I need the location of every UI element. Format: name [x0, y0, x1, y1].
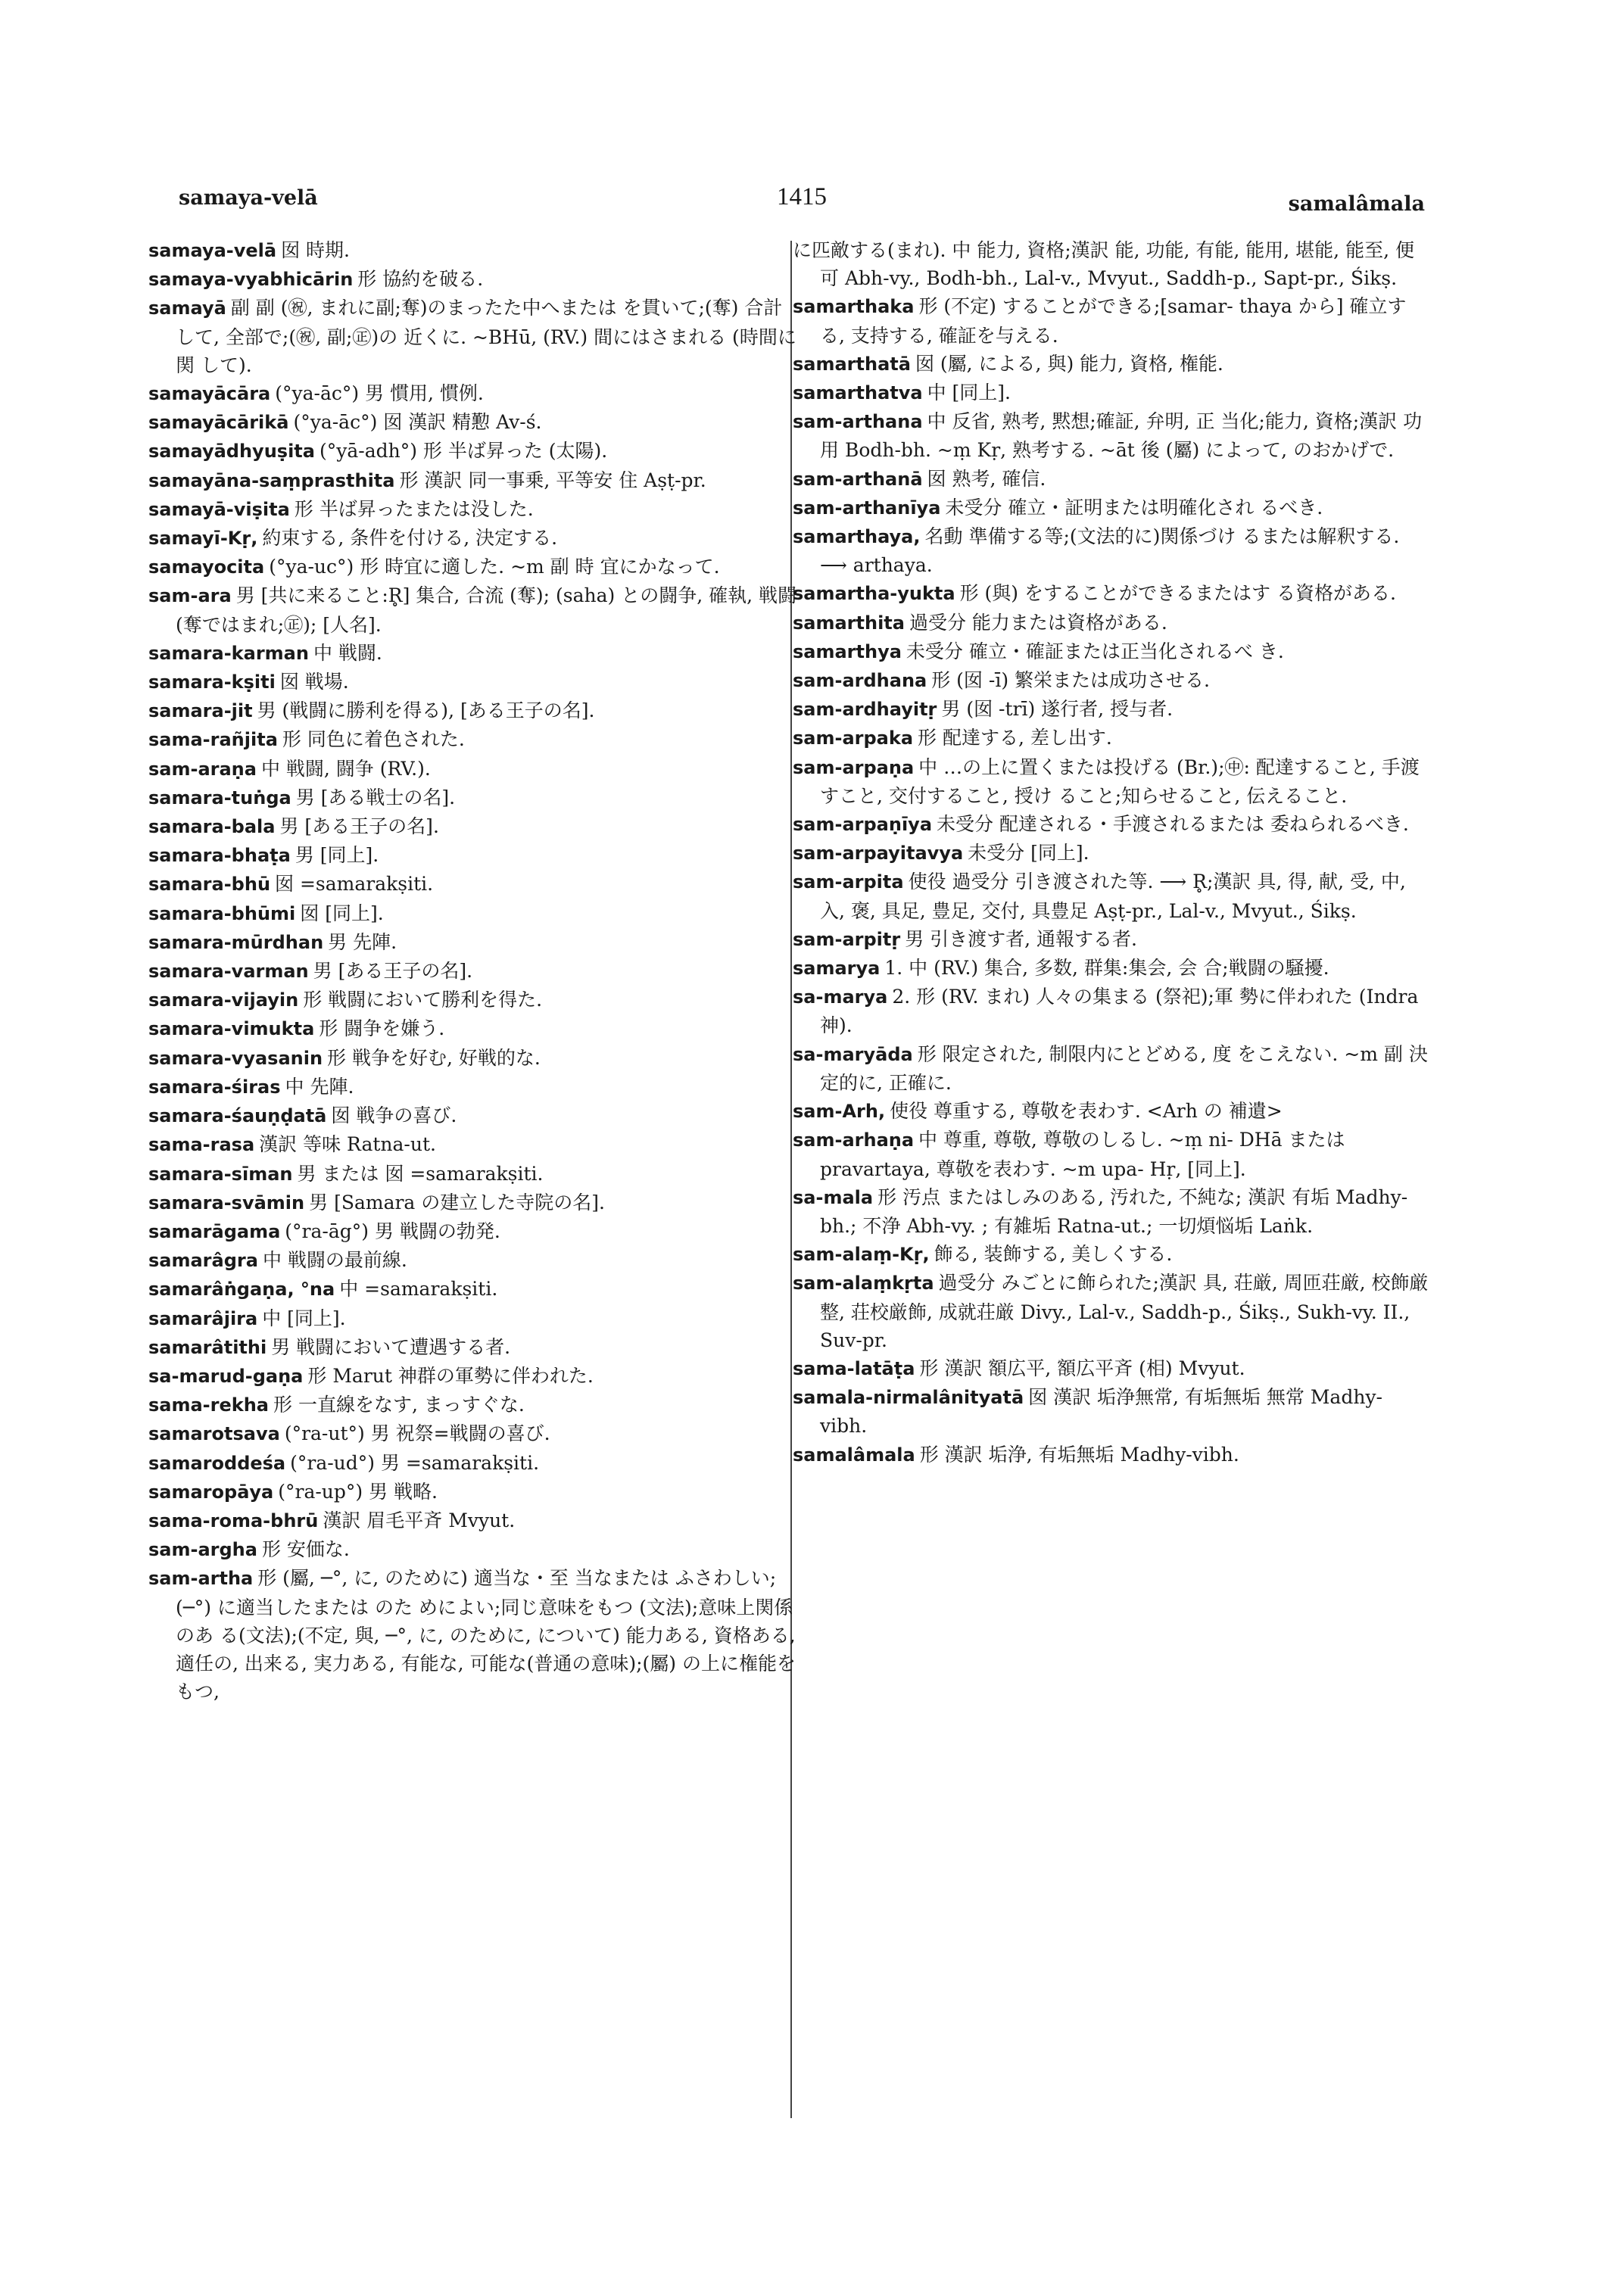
dictionary-entry — [793, 637, 1429, 666]
entry-definition: 形 漢訳 額広平, 額広平斉 (相) Mvyut. — [919, 1357, 1245, 1379]
entry-definition: 使役 過受分 引き渡された等. ⟶ R̥;漢訳 具, 得, 献, 受, 中, 入, 褒, 具足, 豊足, 交付, 具豊足 Aṣṭ-pr., Lal-v., Mvyut., Śikṣ. — [820, 871, 1406, 922]
entry-definition: 男 戦闘において遭遇する者. — [271, 1335, 511, 1358]
entry-headword: samayocita — [148, 556, 265, 578]
entry-headword: samarthya — [793, 640, 902, 662]
dictionary-entry — [148, 725, 800, 754]
entry-definition: 形 協約を破る. — [357, 268, 484, 291]
dictionary-entry — [793, 379, 1429, 407]
entry-definition: 形 配達する, 差し出す. — [918, 727, 1112, 749]
dictionary-entry — [793, 1097, 1429, 1126]
entry-definition: 男 引き渡す者, 通報する者. — [905, 927, 1137, 950]
entry-definition: 形 戦闘において勝利を得た. — [303, 989, 543, 1011]
dictionary-entry — [793, 1183, 1429, 1240]
entry-definition: 中 =samarakṣiti. — [339, 1278, 498, 1301]
entry-headword: samala-nirmalânityatā — [793, 1387, 1024, 1409]
entry-headword: samara-svāmin — [148, 1192, 305, 1213]
page-number: 1415 — [777, 183, 827, 210]
entry-definition: 形 漢訳 同一事乗, 平等安 住 Aṣṭ-pr. — [399, 469, 706, 491]
entry-definition: 未受分 確立・確証または正当化されるべ き. — [906, 640, 1284, 662]
dictionary-entry — [793, 695, 1429, 724]
entry-headword: samartha-yukta — [793, 583, 955, 605]
dictionary-entry — [793, 522, 1429, 579]
entry-definition: 未受分 確立・証明または明確化され るべき. — [945, 496, 1323, 519]
entry-definition: 中 戦闘, 闘争 (RV.). — [260, 757, 431, 780]
entry-headword: samarâgra — [148, 1250, 258, 1272]
running-head-left: samaya-velā — [179, 186, 318, 210]
running-head-right: samalâmala — [1288, 192, 1425, 216]
dictionary-entry — [148, 1189, 800, 1217]
dictionary-entry — [148, 1419, 800, 1448]
entry-headword: samara-mūrdhan — [148, 931, 324, 953]
entry-definition: に匹敵する(まれ). 中 能力, 資格;漢訳 能, 功能, 有能, 能用, 堪能, 能至, 便可 Abh-vy., Bodh-bh., Lal-v., Mvyut., Saddh-p., Sapt-pr., Śikṣ. — [793, 239, 1414, 290]
entry-headword: samarthita — [793, 612, 905, 634]
entry-definition: 2. 形 (RV. まれ) 人々の集まる (祭祀);軍 勢に伴われた (Indra 神). — [820, 986, 1419, 1037]
entry-headword: samara-tuṅga — [148, 787, 291, 808]
entry-headword: sam-ardhana — [793, 670, 927, 692]
dictionary-entry — [793, 1441, 1429, 1469]
entry-headword: sam-Arh, — [793, 1101, 886, 1123]
dictionary-entry — [148, 639, 800, 668]
dictionary-entry — [148, 812, 800, 841]
entry-headword: samaropāya — [148, 1481, 274, 1503]
dictionary-entry — [148, 1362, 800, 1391]
entry-headword: samara-kṣiti — [148, 671, 276, 693]
entry-headword: samarthaya, — [793, 526, 921, 548]
entry-headword: sam-alaṃ-Kṛ, — [793, 1244, 930, 1266]
entry-headword: sama-rañjita — [148, 729, 278, 751]
dictionary-entry — [793, 579, 1429, 608]
entry-headword: samarâjira — [148, 1307, 258, 1329]
dictionary-entry — [793, 810, 1429, 839]
dictionary-entry — [793, 753, 1429, 810]
entry-headword: samayācāra — [148, 383, 271, 405]
entry-definition: (°ya-uc°) 形 時宜に適した. ~m 副 時 宜にかなって. — [269, 556, 720, 578]
dictionary-entry — [148, 379, 800, 408]
entry-definition: 名動 準備する等;(文法的に)関係づけ るまたは解釈する. ⟶ arthaya. — [820, 525, 1400, 577]
entry-headword: samayādhyuṣita — [148, 441, 315, 463]
entry-definition: 中 戦闘の最前線. — [262, 1249, 407, 1272]
dictionary-entry — [793, 494, 1429, 522]
entry-headword: sam-ardhayitṛ — [793, 699, 937, 721]
entry-headword: samara-vyasanin — [148, 1047, 323, 1069]
dictionary-entry — [148, 1391, 800, 1419]
dictionary-entry — [793, 1040, 1429, 1097]
entry-definition: 男 [ある戦士の名]. — [295, 786, 456, 808]
dictionary-entry — [148, 696, 800, 725]
dictionary-entry — [793, 868, 1429, 924]
dictionary-entry — [793, 236, 1429, 292]
entry-headword: sa-mala — [793, 1186, 874, 1208]
entry-headword: samarāgama — [148, 1220, 281, 1242]
entry-definition: 男 (戦闘に勝利を得る), [ある王子の名]. — [257, 699, 595, 722]
dictionary-entry — [148, 668, 800, 696]
dictionary-entry — [148, 1160, 800, 1189]
entry-headword: sam-arthanā — [793, 468, 923, 490]
entry-headword: sam-arpayitavya — [793, 843, 964, 865]
dictionary-entry — [148, 495, 800, 524]
dictionary-entry — [148, 437, 800, 466]
entry-definition: 形 限定された, 制限内にとどめる, 度 をこえない. ~m 副 決定的に, 正確に. — [820, 1042, 1428, 1094]
dictionary-entry — [793, 925, 1429, 954]
entry-definition: (°ra-ut°) 男 祝祭=戦闘の喜び. — [284, 1422, 550, 1445]
entry-definition: 中 [同上]. — [262, 1307, 346, 1329]
entry-definition: 形 安価な. — [261, 1538, 350, 1561]
entry-headword: samara-bhūmi — [148, 902, 296, 924]
entry-definition: 形 Marut 神群の軍勢に伴われた. — [307, 1364, 594, 1387]
dictionary-entry — [148, 1333, 800, 1362]
entry-headword: samara-bhū — [148, 874, 271, 896]
entry-definition: 形 闘争を嫌う. — [319, 1017, 445, 1040]
dictionary-entry — [148, 1478, 800, 1506]
dictionary-entry — [793, 292, 1429, 349]
dictionary-entry — [148, 1217, 800, 1246]
entry-headword: sam-arpaṇa — [793, 756, 915, 778]
entry-definition: (°ya-āc°) 男 慣用, 慣例. — [275, 382, 484, 405]
entry-headword: samalâmala — [793, 1444, 915, 1466]
entry-headword: sam-arthanīya — [793, 497, 941, 519]
dictionary-entry — [148, 986, 800, 1014]
entry-definition: 囡 熟考, 確信. — [927, 467, 1046, 490]
entry-headword: samaroddeśa — [148, 1452, 286, 1474]
entry-headword: samara-bala — [148, 816, 276, 838]
entry-headword: sa-marya — [793, 986, 888, 1008]
entry-definition: 男 先陣. — [328, 930, 397, 953]
dictionary-entry — [148, 1535, 800, 1564]
entry-headword: sama-latāṭa — [793, 1357, 915, 1379]
dictionary-entry — [793, 609, 1429, 637]
entry-definition: 囡 戦場. — [279, 671, 349, 693]
entry-definition: 使役 尊重する, 尊敬を表わす. <Arh の 補遺> — [890, 1100, 1283, 1123]
entry-headword: samarthatva — [793, 382, 923, 404]
dictionary-entry — [148, 408, 800, 437]
entry-headword: samaya-velā — [148, 240, 277, 261]
entry-definition: (°ra-ud°) 男 =samarakṣiti. — [290, 1451, 540, 1474]
entry-headword: samayācārikā — [148, 412, 289, 434]
entry-definition: 囡 漢訳 垢浄無常, 有垢無垢 無常 Madhy-vibh. — [820, 1386, 1383, 1438]
entry-definition: 形 一直線をなす, まっすぐな. — [273, 1394, 525, 1416]
entry-definition: 未受分 配達される・手渡されるまたは 委ねられるべき. — [937, 813, 1409, 836]
dictionary-entry — [148, 755, 800, 784]
entry-definition: 形 半ば昇ったまたは没した. — [294, 497, 534, 520]
entry-definition: (°ra-āg°) 男 戦闘の勃発. — [285, 1220, 500, 1242]
entry-headword: samara-vimukta — [148, 1018, 315, 1040]
dictionary-entry — [148, 841, 800, 870]
entry-headword: sam-argha — [148, 1539, 257, 1561]
entry-definition: 未受分 [同上]. — [968, 842, 1089, 865]
entry-headword: samarâṅgaṇa, °na — [148, 1279, 335, 1301]
entry-headword: samarya — [793, 958, 881, 980]
dictionary-entry — [148, 524, 800, 553]
entry-definition: 中 反省, 熟考, 黙想;確証, 弁明, 正 当化;能力, 資格;漢訳 功用 Bodh-bh. ~ṃ Kṛ, 熟考する. ~āt 後 (屬) によって, のおかげで. — [820, 410, 1423, 462]
entry-headword: samara-karman — [148, 642, 309, 664]
dictionary-entry — [793, 1354, 1429, 1383]
dictionary-entry — [793, 407, 1429, 464]
entry-headword: samayā — [148, 298, 226, 319]
dictionary-entry — [148, 265, 800, 294]
dictionary-entry — [148, 1130, 800, 1159]
entry-headword: samara-jit — [148, 700, 253, 722]
entry-definition: 中 先陣. — [285, 1075, 354, 1098]
entry-definition: 中 戦闘. — [313, 641, 382, 664]
entry-headword: sam-arpaṇīya — [793, 814, 933, 836]
dictionary-entry — [793, 954, 1429, 983]
dictionary-entry — [148, 1246, 800, 1275]
dictionary-entry — [148, 1101, 800, 1130]
dictionary-entry — [148, 553, 800, 581]
entry-definition: (°ra-up°) 男 戦略. — [278, 1480, 438, 1503]
entry-definition: 男 [同上]. — [295, 844, 379, 867]
dictionary-entry — [793, 350, 1429, 379]
entry-headword: samara-varman — [148, 961, 309, 983]
left-column — [148, 236, 800, 1706]
entry-definition: 中 尊重, 尊敬, 尊敬のしるし. ~ṃ ni- DHā または pravartaya, 尊敬を表わす. ~m upa- Hṛ, [同上]. — [820, 1129, 1345, 1180]
entry-definition: 形 (不定) することができる;[samar- thaya から] 確立する, 支持する, 確証を与える. — [820, 295, 1407, 347]
entry-headword: samara-śiras — [148, 1076, 281, 1098]
page-header — [179, 183, 1425, 224]
entry-headword: samara-śauṇḍatā — [148, 1105, 327, 1127]
entry-definition: 過受分 みごとに飾られた;漢訳 具, 荘厳, 周匝荘厳, 校飾厳整, 荘校厳飾, 成就荘厳 Divy., Lal-v., Saddh-p., Śikṣ., Sukh-vy. II., Suv-pr. — [820, 1272, 1429, 1351]
entry-headword: sam-arhaṇa — [793, 1129, 915, 1151]
dictionary-entry — [148, 1304, 800, 1333]
entry-definition: 囡 =samarakṣiti. — [275, 873, 434, 896]
dictionary-entry — [148, 236, 800, 265]
entry-definition: 男 [共に来ること:R̥] 集合, 合流 (奪); (saha) との闘争, 確執, 戦闘 (奪ではまれ;㊣); [人名]. — [176, 584, 797, 636]
entry-headword: sama-roma-bhrū — [148, 1509, 319, 1531]
entry-definition: 形 同色に着色された. — [282, 728, 465, 751]
entry-headword: samara-vijayin — [148, 989, 299, 1011]
right-column — [793, 236, 1429, 1469]
entry-definition: 男 または 囡 =samarakṣiti. — [297, 1162, 544, 1185]
entry-definition: 男 (囡 -trī) 遂行者, 授与者. — [941, 698, 1174, 721]
entry-headword: sama-rekha — [148, 1394, 269, 1416]
dictionary-entry — [148, 899, 800, 928]
dictionary-entry — [148, 1073, 800, 1101]
entry-headword: samarotsava — [148, 1423, 280, 1445]
dictionary-entry — [793, 724, 1429, 752]
dictionary-entry — [148, 466, 800, 495]
entry-definition: 漢訳 眉毛平斉 Mvyut. — [323, 1509, 516, 1531]
dictionary-entry — [148, 1564, 800, 1706]
dictionary-entry — [148, 957, 800, 986]
dictionary-entry — [148, 1044, 800, 1073]
entry-definition: (°yā-adh°) 形 半ば昇った (太陽). — [319, 440, 608, 463]
dictionary-entry — [148, 784, 800, 812]
dictionary-entry — [148, 581, 800, 638]
entry-headword: sam-arpaka — [793, 727, 914, 749]
entry-headword: sam-arpita — [793, 871, 904, 893]
dictionary-entry — [793, 1269, 1429, 1354]
entry-headword: sa-marud-gaṇa — [148, 1365, 304, 1387]
entry-headword: samayā-viṣita — [148, 498, 290, 520]
entry-definition: 過受分 能力または資格がある. — [909, 611, 1167, 634]
dictionary-entry — [793, 839, 1429, 868]
entry-headword: samaya-vyabhicārin — [148, 269, 354, 291]
entry-headword: sa-maryāda — [793, 1043, 913, 1065]
dictionary-entry — [148, 294, 800, 379]
dictionary-entry — [793, 1240, 1429, 1269]
entry-definition: 形 (囡 -ī) 繁栄または成功させる. — [931, 669, 1210, 692]
entry-definition: 中 [同上]. — [927, 382, 1011, 404]
entry-definition: 形 汚点 またはしみのある, 汚れた, 不純な; 漢訳 有垢 Madhy-bh.; 不浄 Abh-vy. ; 有雑垢 Ratna-ut.; 一切煩悩垢 Laṅk. — [820, 1185, 1408, 1237]
entry-definition: 副 副 (㊗, まれに副;奪)のまったた中へまたは を貫いて;(奪) 合計して, 全部で;(㊗, 副;㊣)の 近くに. ~BHū, (RV.) 間にはさまれる (時間に関 して). — [176, 297, 796, 376]
entry-headword: sam-ara — [148, 585, 232, 607]
dictionary-entry — [793, 1126, 1429, 1182]
entry-definition: 形 (屬, ─°, に, のために) 適当な・至 当なまたは ふさわしい;(─°) に適当したまたは のた めによい;同じ意味をもつ (文法);意味上関係のあ る(文法);(不定, 與, ─°, に, のために, について) 能力ある, 資格ある, 適任の, 出来る, 実力ある, 有能な, 可能な(普通の意味);(屬) の上に権能をもつ, — [176, 1567, 796, 1703]
entry-definition: 約束する, 条件を付ける, 決定する. — [262, 527, 558, 550]
entry-definition: 漢訳 等味 Ratna-ut. — [259, 1133, 436, 1156]
entry-headword: samayī-Kṛ, — [148, 528, 258, 550]
entry-headword: samara-sīman — [148, 1163, 293, 1185]
dictionary-entry — [793, 983, 1429, 1039]
entry-definition: 形 戦争を好む, 好戦的な. — [327, 1046, 541, 1069]
dictionary-entry — [148, 1014, 800, 1043]
entry-definition: 中 …の上に置くまたは投げる (Br.);㊥: 配達すること, 手渡すこと, 交付すること, 授け ること;知らせること, 伝えること. — [820, 756, 1420, 807]
entry-headword: samarthaka — [793, 296, 915, 318]
entry-definition: 男 [Samara の建立した寺院の名]. — [309, 1191, 605, 1213]
entry-definition: 形 漢訳 垢浄, 有垢無垢 Madhy-vibh. — [919, 1443, 1239, 1466]
entry-definition: 1. 中 (RV.) 集合, 多数, 群集:集会, 会 合;戦闘の騒擾. — [884, 957, 1329, 980]
entry-definition: 囡 [同上]. — [300, 902, 384, 924]
entry-headword: samara-bhaṭa — [148, 845, 291, 867]
entry-definition: 形 (與) をすることができるまたはす る資格がある. — [959, 582, 1396, 605]
entry-headword: sam-artha — [148, 1568, 254, 1590]
dictionary-entry — [148, 870, 800, 899]
entry-headword: samarthatā — [793, 353, 911, 375]
dictionary-entry — [793, 666, 1429, 695]
entry-definition: 男 [ある王子の名]. — [313, 960, 473, 983]
dictionary-entry — [793, 1383, 1429, 1440]
dictionary-entry — [148, 1449, 800, 1478]
dictionary-entry — [148, 1275, 800, 1304]
entry-definition: 囡 戦争の喜び. — [331, 1104, 457, 1127]
entry-headword: sam-araṇa — [148, 758, 257, 780]
entry-headword: sam-arpitṛ — [793, 928, 901, 950]
entry-headword: sama-rasa — [148, 1134, 255, 1156]
entry-definition: 囡 時期. — [281, 239, 350, 261]
dictionary-entry — [148, 928, 800, 957]
dictionary-entry — [148, 1506, 800, 1535]
entry-definition: (°ya-āc°) 囡 漢訳 精懃 Av-ś. — [293, 411, 542, 434]
entry-definition: 男 [ある王子の名]. — [279, 815, 439, 838]
entry-headword: sam-arthana — [793, 411, 923, 433]
entry-headword: samarâtithi — [148, 1336, 267, 1358]
entry-headword: sam-alaṃkṛta — [793, 1273, 934, 1294]
entry-definition: 囡 (屬, による, 與) 能力, 資格, 権能. — [915, 352, 1223, 375]
entry-headword: samayāna-saṃprasthita — [148, 469, 395, 491]
dictionary-entry — [793, 465, 1429, 494]
entry-definition: 飾る, 装飾する, 美しくする. — [934, 1243, 1173, 1266]
